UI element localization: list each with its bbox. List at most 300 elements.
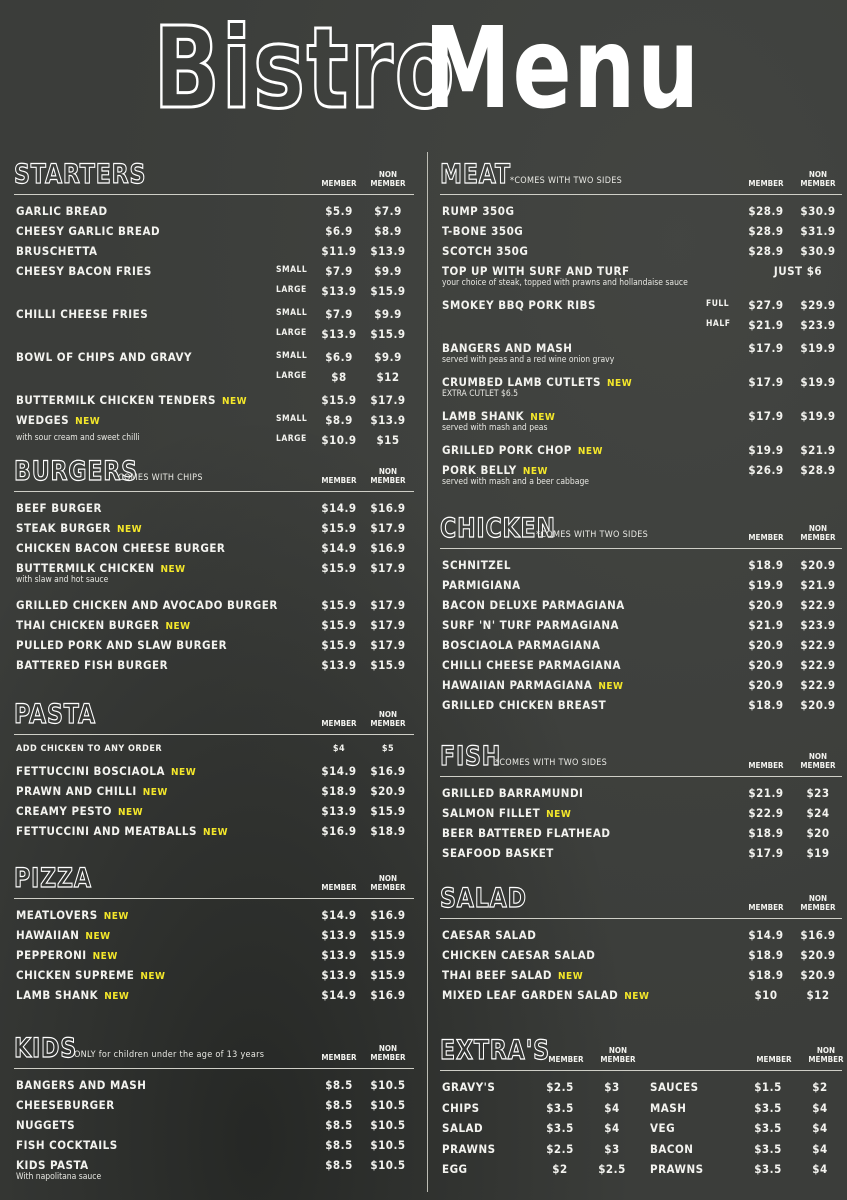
- non-member-price: $21.9: [800, 443, 836, 457]
- burgers-header: [14, 455, 414, 489]
- member-price: $3.5: [546, 1100, 574, 1115]
- member-price: $13.9: [321, 948, 357, 962]
- extras-item: [648, 1118, 847, 1138]
- non-member-price: $24: [806, 806, 830, 820]
- member-price: $15.9: [321, 618, 357, 632]
- member-price: $14.9: [748, 928, 784, 942]
- new-badge: NEW: [598, 681, 624, 692]
- member-price: $14.9: [321, 764, 357, 778]
- salad-non-member-header: NON MEMBER: [800, 894, 836, 912]
- burgers-item: [14, 595, 414, 615]
- non-member-price: $22.9: [800, 678, 836, 692]
- non-member-price: $16.9: [370, 988, 406, 1002]
- non-member-price: $18.9: [370, 824, 406, 838]
- extras-item: [440, 1118, 640, 1138]
- column-divider: [427, 152, 428, 1192]
- item-name: LAMB SHANK NEW: [442, 409, 556, 423]
- title-bistro: Bistro: [153, 4, 457, 134]
- item-size: SMALL: [276, 414, 308, 424]
- kids-note: ONLY for children under the age of 13 years: [74, 1050, 265, 1060]
- fish-header: [440, 740, 842, 774]
- non-member-price: $10.5: [370, 1138, 406, 1152]
- item-name: PORK BELLY NEW: [442, 463, 548, 477]
- member-price: $5.9: [325, 204, 353, 218]
- item-name: MEATLOVERS NEW: [16, 908, 129, 922]
- item-name: GRILLED CHICKEN AND AVOCADO BURGER: [16, 598, 278, 612]
- member-price: $20.9: [748, 678, 784, 692]
- burgers-note: COMES WITH CHIPS: [118, 473, 203, 483]
- chicken-member-header: MEMBER: [748, 533, 784, 542]
- item-name: TOP UP WITH SURF AND TURF: [442, 264, 630, 278]
- item-name: PEPPERONI NEW: [16, 948, 118, 962]
- extras-item: [648, 1098, 847, 1118]
- member-price: $28.9: [748, 204, 784, 218]
- member-price: $26.9: [748, 463, 784, 477]
- item-name: CREAMY PESTO NEW: [16, 804, 144, 818]
- member-price: $3.5: [754, 1121, 782, 1135]
- member-price: $11.9: [321, 244, 357, 258]
- member-price: $15.9: [321, 561, 357, 575]
- pizza-item: [14, 925, 414, 945]
- fish-non-member-header: NON MEMBER: [800, 752, 836, 770]
- new-badge: NEW: [117, 524, 143, 535]
- member-price: $8.5: [325, 1098, 353, 1112]
- item-description: your choice of steak, topped with prawns and hollandaise sauce: [442, 278, 688, 288]
- pasta-rule: [14, 734, 414, 735]
- chicken-item: [440, 595, 842, 615]
- item-size: FULL: [706, 299, 730, 309]
- non-member-price: $16.9: [370, 764, 406, 778]
- item-name: BOSCIAOLA PARMAGIANA: [442, 638, 601, 652]
- meat-item: [440, 372, 842, 406]
- pasta-title: PASTA: [14, 699, 96, 730]
- kids-item: [14, 1115, 414, 1135]
- pasta-header: [14, 698, 414, 732]
- member-price: $28.9: [748, 244, 784, 258]
- kids-non-member-header: NON MEMBER: [370, 1044, 406, 1062]
- burgers-title: BURGERS: [14, 456, 138, 487]
- item-description: With napolitana sauce: [16, 1172, 102, 1182]
- non-member-price: $15.9: [370, 804, 406, 818]
- chicken-item: [440, 575, 842, 595]
- non-member-price: $20.9: [800, 968, 836, 982]
- item-name: T-BONE 350G: [442, 224, 524, 238]
- member-price: $8: [331, 370, 347, 384]
- starters-title: STARTERS: [14, 159, 147, 190]
- non-member-price: $17.9: [370, 393, 406, 407]
- burgers-member-header: MEMBER: [321, 476, 357, 485]
- pizza-non-member-header: NON MEMBER: [370, 874, 406, 892]
- member-price: $17.9: [748, 846, 784, 860]
- item-size: SMALL: [276, 351, 308, 361]
- item-size: LARGE: [276, 434, 307, 444]
- item-name: WEDGES NEW: [16, 413, 101, 427]
- non-member-price: $8.9: [374, 224, 402, 238]
- member-price: $27.9: [748, 298, 784, 312]
- item-name: HAWAIIAN NEW: [16, 928, 111, 942]
- non-member-price: $10.5: [370, 1158, 406, 1172]
- non-member-price: $13.9: [370, 244, 406, 258]
- member-price: $6.9: [325, 224, 353, 238]
- item-name: MASH: [650, 1100, 687, 1115]
- meat-header: [440, 158, 842, 192]
- non-member-price: $15.9: [370, 928, 406, 942]
- item-description: served with mash and a beer cabbage: [442, 477, 590, 487]
- item-name: BUTTERMILK CHICKEN NEW: [16, 561, 186, 575]
- item-name: SALMON FILLET NEW: [442, 806, 572, 820]
- member-price: $14.9: [321, 908, 357, 922]
- non-member-price: $22.9: [800, 658, 836, 672]
- non-member-price: $10.5: [370, 1098, 406, 1112]
- kids-header: [14, 1032, 414, 1066]
- item-name: EGG: [442, 1162, 468, 1176]
- salad-header: [440, 882, 842, 916]
- member-price: $3.5: [754, 1100, 782, 1115]
- new-badge: NEW: [522, 466, 548, 477]
- item-name: CHICKEN BACON CHEESE BURGER: [16, 541, 226, 555]
- member-price: $14.9: [321, 501, 357, 515]
- item-name: NUGGETS: [16, 1118, 76, 1132]
- item-name: FETTUCCINI AND MEATBALLS NEW: [16, 824, 229, 838]
- new-badge: NEW: [117, 807, 144, 818]
- item-name: CHEESY BACON FRIES: [16, 264, 152, 278]
- item-name: CHICKEN CAESAR SALAD: [442, 948, 596, 962]
- item-size: SMALL: [276, 308, 308, 318]
- non-member-price: $5: [381, 744, 395, 754]
- pasta-item: [14, 801, 414, 821]
- member-price: $8.5: [325, 1158, 353, 1172]
- member-price: $18.9: [748, 826, 784, 840]
- member-price: $19.9: [748, 578, 784, 592]
- non-member-price: $2: [812, 1080, 828, 1094]
- starters-item: [14, 347, 414, 367]
- member-price: $13.9: [321, 327, 357, 341]
- member-price: $8.5: [325, 1078, 353, 1092]
- kids-rule: [14, 1068, 414, 1069]
- meat-item: [440, 295, 842, 315]
- member-price: $13.9: [321, 658, 357, 672]
- burgers-item: [14, 615, 414, 635]
- meat-item: [440, 221, 842, 241]
- burgers-item: [14, 635, 414, 655]
- member-price: $10: [754, 988, 778, 1002]
- member-price: $21.9: [748, 786, 784, 800]
- non-member-price: $2.5: [598, 1162, 626, 1176]
- extras-non-member-header: NON MEMBER: [808, 1046, 844, 1064]
- item-name: CHICKEN SUPREME NEW: [16, 968, 166, 982]
- item-name: CHILLI CHEESE PARMAGIANA: [442, 658, 622, 672]
- item-size: LARGE: [276, 328, 307, 338]
- meat-item: [440, 406, 842, 440]
- item-name: BACON: [650, 1141, 694, 1156]
- member-price: $13.9: [321, 804, 357, 818]
- new-badge: NEW: [558, 971, 584, 982]
- chicken-header: [440, 512, 842, 546]
- item-name: BRUSCHETTA: [16, 244, 98, 258]
- starters-header: [14, 158, 414, 192]
- burgers-non-member-header: NON MEMBER: [370, 467, 406, 485]
- extras-item: [440, 1139, 640, 1159]
- item-name: PRAWNS: [650, 1162, 704, 1176]
- kids-item: [14, 1135, 414, 1155]
- item-name: PRAWN AND CHILLI NEW: [16, 784, 168, 798]
- member-price: $22.9: [748, 806, 784, 820]
- new-badge: NEW: [85, 931, 111, 942]
- fish-item: [440, 803, 842, 823]
- non-member-price: $15.9: [370, 284, 406, 298]
- member-price: $15.9: [321, 521, 357, 535]
- chicken-item: [440, 695, 842, 715]
- non-member-price: $4: [812, 1141, 828, 1156]
- meat-item: [440, 338, 842, 372]
- salad-item: [440, 945, 842, 965]
- member-price: $2: [552, 1162, 568, 1176]
- item-name: CHEESEBURGER: [16, 1098, 115, 1112]
- burgers-item: [14, 538, 414, 558]
- item-name: PARMIGIANA: [442, 578, 521, 592]
- item-description: with sour cream and sweet chilli: [16, 433, 140, 443]
- non-member-price: $15.9: [370, 948, 406, 962]
- chicken-note: *COMES WITH TWO SIDES: [536, 530, 649, 540]
- new-badge: NEW: [142, 787, 168, 798]
- extras-section: [440, 1034, 844, 1176]
- non-member-price: $28.9: [800, 463, 836, 477]
- meat-title: MEAT: [440, 159, 511, 190]
- new-badge: NEW: [104, 991, 130, 1002]
- new-badge: NEW: [92, 951, 118, 962]
- non-member-price: $20.9: [800, 948, 836, 962]
- item-name: THAI BEEF SALAD NEW: [442, 968, 584, 982]
- burgers-section: [14, 455, 414, 675]
- member-price: $14.9: [321, 988, 357, 1002]
- item-name: THAI CHICKEN BURGER NEW: [16, 618, 191, 632]
- item-name: RUMP 350G: [442, 204, 515, 218]
- item-name: GRILLED BARRAMUNDI: [442, 786, 584, 800]
- chicken-item: [440, 675, 842, 695]
- burgers-item: [14, 498, 414, 518]
- item-description: served with peas and a red wine onion gravy: [442, 355, 615, 365]
- new-badge: NEW: [202, 827, 229, 838]
- non-member-price: $20.9: [800, 698, 836, 712]
- salad-item: [440, 965, 842, 985]
- extras-item: [648, 1139, 847, 1159]
- salad-rule: [440, 918, 842, 919]
- meat-item: [440, 315, 842, 335]
- item-name: CHIPS: [442, 1100, 480, 1115]
- pizza-section: [14, 862, 414, 1005]
- non-member-price: $7.9: [374, 204, 402, 218]
- member-price: $2.5: [546, 1080, 574, 1094]
- starters-item: [14, 410, 414, 430]
- item-name: CRUMBED LAMB CUTLETS NEW: [442, 375, 633, 389]
- item-name: FISH COCKTAILS: [16, 1138, 118, 1152]
- non-member-price: $16.9: [370, 908, 406, 922]
- starters-non-member-header: NON MEMBER: [370, 170, 406, 188]
- new-badge: NEW: [140, 971, 166, 982]
- non-member-price: $17.9: [370, 618, 406, 632]
- pasta-item: [14, 761, 414, 781]
- member-price: $18.9: [321, 784, 357, 798]
- burgers-rule: [14, 491, 414, 492]
- item-name: VEG: [650, 1121, 676, 1135]
- non-member-price: $3: [604, 1141, 620, 1156]
- non-member-price: $17.9: [370, 638, 406, 652]
- meat-non-member-header: NON MEMBER: [800, 170, 836, 188]
- non-member-price: $10.5: [370, 1078, 406, 1092]
- pasta-member-header: MEMBER: [321, 719, 357, 728]
- item-description: with slaw and hot sauce: [16, 575, 109, 585]
- item-name: SAUCES: [650, 1080, 699, 1094]
- new-badge: NEW: [530, 412, 556, 423]
- extras-non-member-header: NON MEMBER: [600, 1046, 636, 1064]
- pasta-non-member-header: NON MEMBER: [370, 710, 406, 728]
- starters-item: [14, 367, 414, 387]
- member-price: $13.9: [321, 968, 357, 982]
- non-member-price: $30.9: [800, 244, 836, 258]
- member-price: $18.9: [748, 698, 784, 712]
- member-price: $17.9: [748, 375, 784, 389]
- starters-item: [14, 241, 414, 261]
- non-member-price: $17.9: [370, 521, 406, 535]
- item-name: MIXED LEAF GARDEN SALAD NEW: [442, 988, 650, 1002]
- item-name: ADD CHICKEN TO ANY ORDER: [16, 744, 163, 754]
- starters-item: [14, 281, 414, 301]
- item-name: GARLIC BREAD: [16, 204, 108, 218]
- non-member-price: $23.9: [800, 318, 836, 332]
- non-member-price: $19.9: [800, 341, 836, 355]
- non-member-price: $22.9: [800, 638, 836, 652]
- non-member-price: $9.9: [374, 350, 402, 364]
- item-name: BANGERS AND MASH: [442, 341, 573, 355]
- item-name: BATTERED FISH BURGER: [16, 658, 169, 672]
- item-name: BEER BATTERED FLATHEAD: [442, 826, 611, 840]
- fish-item: [440, 823, 842, 843]
- pizza-rule: [14, 898, 414, 899]
- pasta-item: [14, 821, 414, 841]
- non-member-price: $10.5: [370, 1118, 406, 1132]
- non-member-price: $21.9: [800, 578, 836, 592]
- item-price-note: JUST $6: [773, 264, 823, 278]
- non-member-price: $9.9: [374, 264, 402, 278]
- chicken-item: [440, 555, 842, 575]
- item-name: HAWAIIAN PARMAGIANA NEW: [442, 678, 624, 692]
- new-badge: NEW: [546, 809, 572, 820]
- salad-item: [440, 925, 842, 945]
- pizza-title: PIZZA: [14, 863, 92, 894]
- item-name: BUTTERMILK CHICKEN TENDERS NEW: [16, 393, 248, 407]
- kids-item: [14, 1095, 414, 1115]
- member-price: $18.9: [748, 968, 784, 982]
- non-member-price: $15.9: [370, 327, 406, 341]
- member-price: $13.9: [321, 928, 357, 942]
- non-member-price: $19.9: [800, 409, 836, 423]
- member-price: $28.9: [748, 224, 784, 238]
- item-size: LARGE: [276, 285, 307, 295]
- member-price: $17.9: [748, 409, 784, 423]
- fish-item: [440, 843, 842, 863]
- starters-item: [14, 390, 414, 410]
- starters-item: [14, 261, 414, 281]
- extras-item: [648, 1159, 847, 1179]
- non-member-price: $16.9: [370, 501, 406, 515]
- salad-section: [440, 882, 842, 1005]
- item-name: KIDS PASTA: [16, 1158, 89, 1172]
- item-name: SURF 'N' TURF PARMAGIANA: [442, 618, 619, 632]
- meat-section: [440, 158, 842, 494]
- item-name: BOWL OF CHIPS AND GRAVY: [16, 350, 193, 364]
- member-price: $8.5: [325, 1118, 353, 1132]
- member-price: $15.9: [321, 393, 357, 407]
- item-name: SCOTCH 350G: [442, 244, 529, 258]
- meat-rule: [440, 194, 842, 195]
- member-price: $15.9: [321, 598, 357, 612]
- new-badge: NEW: [103, 911, 129, 922]
- item-description: served with mash and peas: [442, 423, 548, 433]
- non-member-price: $4: [812, 1162, 828, 1176]
- burgers-item: [14, 518, 414, 538]
- extras-item: [648, 1077, 847, 1097]
- meat-item: [440, 261, 842, 295]
- member-price: $21.9: [748, 318, 784, 332]
- member-price: $16.9: [321, 824, 357, 838]
- item-name: STEAK BURGER NEW: [16, 521, 143, 535]
- item-name: BACON DELUXE PARMAGIANA: [442, 598, 625, 612]
- member-price: $7.9: [325, 264, 353, 278]
- item-size: LARGE: [276, 371, 307, 381]
- item-name: CHEESY GARLIC BREAD: [16, 224, 161, 238]
- new-badge: NEW: [577, 446, 603, 457]
- item-name: FETTUCCINI BOSCIAOLA NEW: [16, 764, 197, 778]
- member-price: $4: [332, 744, 346, 754]
- pizza-header: [14, 862, 414, 896]
- non-member-price: $15: [376, 433, 400, 447]
- non-member-price: $19: [806, 846, 830, 860]
- title-menu: Menu: [423, 4, 701, 134]
- item-name: PRAWNS: [442, 1141, 496, 1156]
- member-price: $15.9: [321, 638, 357, 652]
- item-name: SALAD: [442, 1121, 484, 1135]
- new-badge: NEW: [221, 396, 248, 407]
- new-badge: NEW: [624, 991, 650, 1002]
- member-price: $6.9: [325, 350, 353, 364]
- member-price: $14.9: [321, 541, 357, 555]
- item-name: BANGERS AND MASH: [16, 1078, 147, 1092]
- non-member-price: $12: [806, 988, 830, 1002]
- non-member-price: $23: [806, 786, 830, 800]
- fish-item: [440, 783, 842, 803]
- non-member-price: $15.9: [370, 968, 406, 982]
- non-member-price: $4: [604, 1121, 620, 1135]
- chicken-title: CHICKEN: [440, 513, 556, 544]
- member-price: $18.9: [748, 948, 784, 962]
- extras-item: [440, 1077, 640, 1097]
- non-member-price: $3: [604, 1080, 620, 1094]
- fish-note: *COMES WITH TWO SIDES: [495, 758, 608, 768]
- item-name: SEAFOOD BASKET: [442, 846, 554, 860]
- non-member-price: $4: [604, 1100, 620, 1115]
- non-member-price: $16.9: [370, 541, 406, 555]
- item-name: GRILLED PORK CHOP NEW: [442, 443, 603, 457]
- member-price: $3.5: [754, 1141, 782, 1156]
- pizza-item: [14, 965, 414, 985]
- non-member-price: $29.9: [800, 298, 836, 312]
- new-badge: NEW: [171, 767, 197, 778]
- starters-rule: [14, 194, 414, 195]
- member-price: $19.9: [748, 443, 784, 457]
- starters-section: [14, 158, 414, 453]
- extras-rule: [440, 1070, 842, 1071]
- non-member-price: $4: [812, 1100, 828, 1115]
